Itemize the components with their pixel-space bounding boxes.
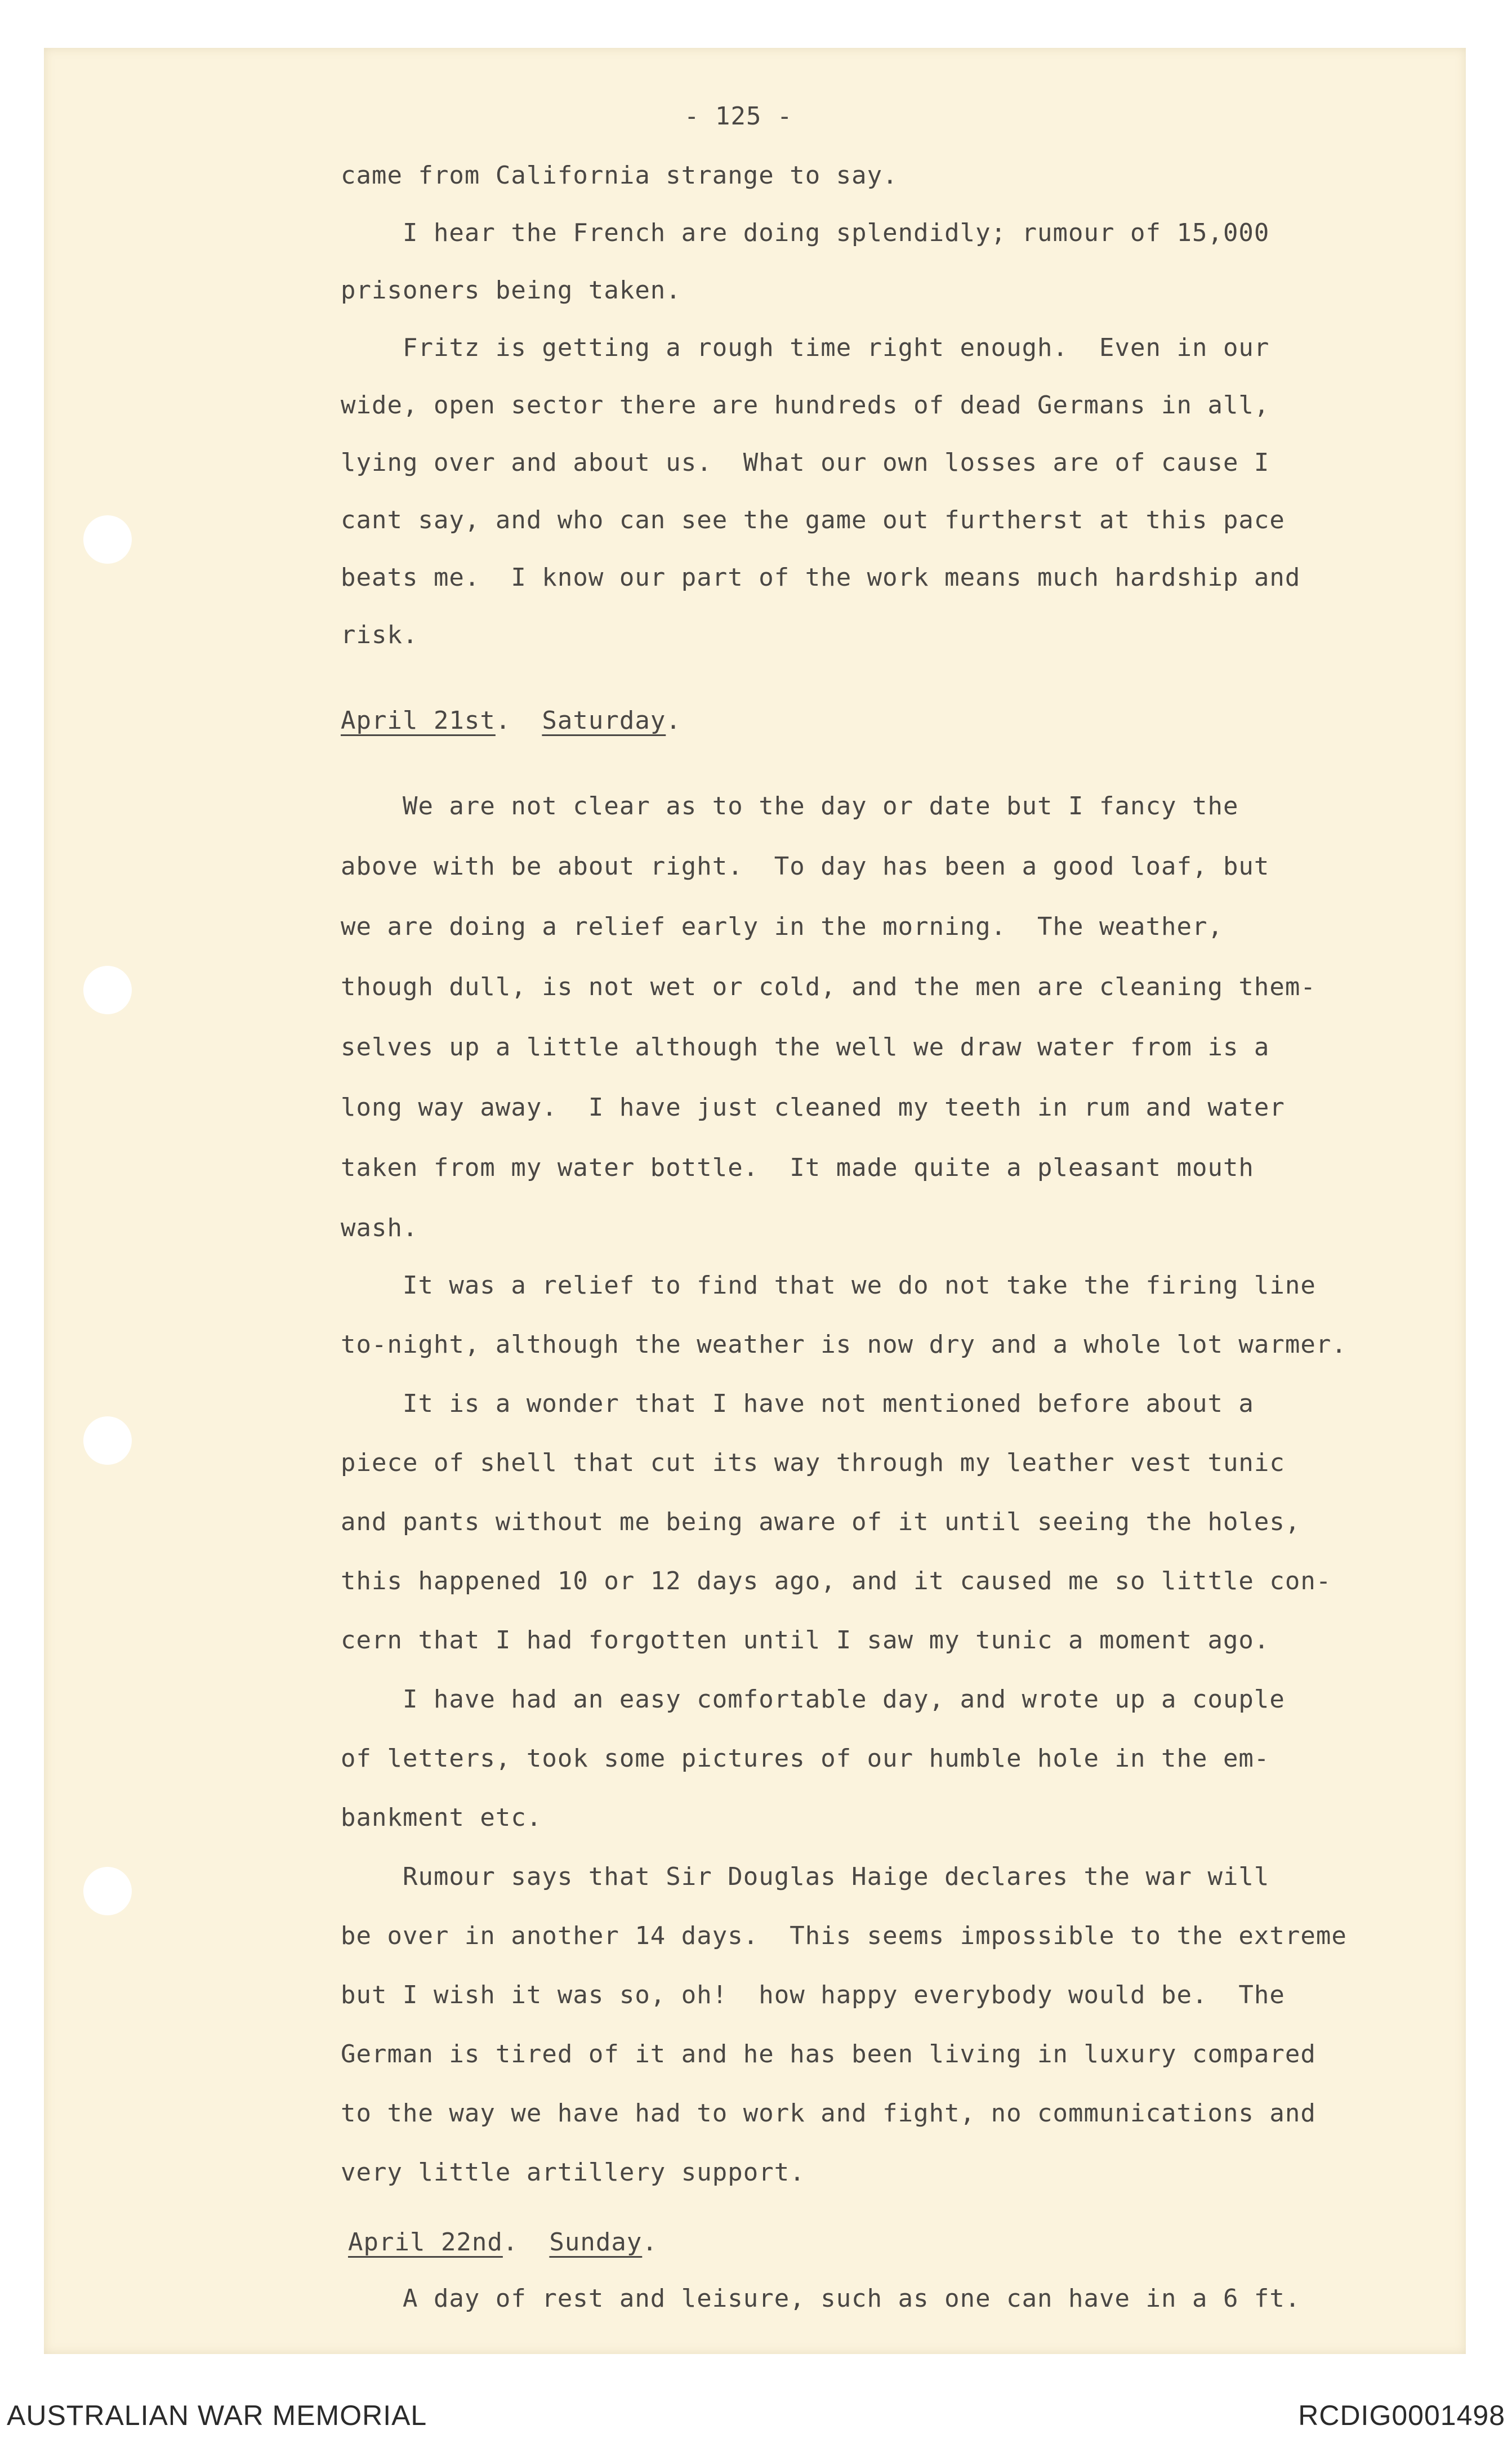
text-line: to-night, although the weather is now dry and a whole lot warmer. [341,1330,1347,1359]
text-line: be over in another 14 days. This seems impossible to the extreme [341,1922,1347,1950]
text-line: came from California strange to say. [341,161,898,190]
text-line: this happened 10 or 12 days ago, and it caused me so little con- [341,1567,1332,1595]
entry-heading-april-21: April 21st. Saturday. [341,706,681,735]
text-line: of letters, took some pictures of our humble hole in the em- [341,1744,1270,1773]
punch-hole-1 [83,515,132,564]
text-line: wash. [341,1214,418,1242]
text-line: piece of shell that cut its way through my leather vest tunic [341,1448,1285,1477]
footer-identifier: RCDIG0001498 [1298,2400,1505,2431]
text-line: but I wish it was so, oh! how happy everybody would be. The [341,1981,1285,2009]
text-line: bankment etc. [341,1803,542,1832]
text-line: wide, open sector there are hundreds of dead Germans in all, [341,391,1270,420]
text-line: Rumour says that Sir Douglas Haige declares the war will [341,1862,1270,1891]
entry-heading-april-22: April 22nd. Sunday. [348,2228,658,2257]
text-line: we are doing a relief early in the morning. The weather, [341,912,1223,941]
text-line: A day of rest and leisure, such as one can have in a 6 ft. [341,2284,1301,2313]
punch-hole-4 [83,1867,132,1915]
text-line: It is a wonder that I have not mentioned before about a [341,1389,1254,1418]
text-line: It was a relief to find that we do not take the firing line [341,1271,1316,1300]
text-line: to the way we have had to work and fight, no communications and [341,2099,1316,2128]
text-line: above with be about right. To day has been a good loaf, but [341,852,1270,881]
text-line: and pants without me being aware of it until seeing the holes, [341,1508,1301,1536]
text-line: taken from my water bottle. It made quite a pleasant mouth [341,1153,1254,1182]
text-line: though dull, is not wet or cold, and the men are cleaning them- [341,973,1316,1001]
text-line: prisoners being taken. [341,276,681,305]
heading-date: April 21st [341,706,496,735]
footer-institution: AUSTRALIAN WAR MEMORIAL [7,2400,427,2431]
heading-day: Saturday [542,706,666,735]
text-line: cant say, and who can see the game out furtherst at this pace [341,506,1285,534]
text-line: I have had an easy comfortable day, and wrote up a couple [341,1685,1285,1714]
text-line: cern that I had forgotten until I saw my tunic a moment ago. [341,1626,1270,1655]
heading-day: Sunday [549,2228,643,2257]
text-line: Fritz is getting a rough time right enough. Even in our [341,333,1270,362]
text-line: long way away. I have just cleaned my teeth in rum and water [341,1093,1285,1122]
text-line: risk. [341,621,418,649]
page-number: - 125 - [684,102,793,131]
text-line: lying over and about us. What our own losses are of cause I [341,448,1270,477]
heading-date: April 22nd [348,2228,503,2257]
text-line: selves up a little although the well we draw water from is a [341,1033,1270,1062]
text-line: I hear the French are doing splendidly; rumour of 15,000 [341,219,1270,247]
text-line: beats me. I know our part of the work means much hardship and [341,563,1301,592]
text-line: We are not clear as to the day or date but I fancy the [341,792,1239,821]
punch-hole-2 [83,966,132,1014]
text-line: German is tired of it and he has been living in luxury compared [341,2040,1316,2068]
punch-hole-3 [83,1416,132,1465]
text-line: very little artillery support. [341,2158,805,2187]
